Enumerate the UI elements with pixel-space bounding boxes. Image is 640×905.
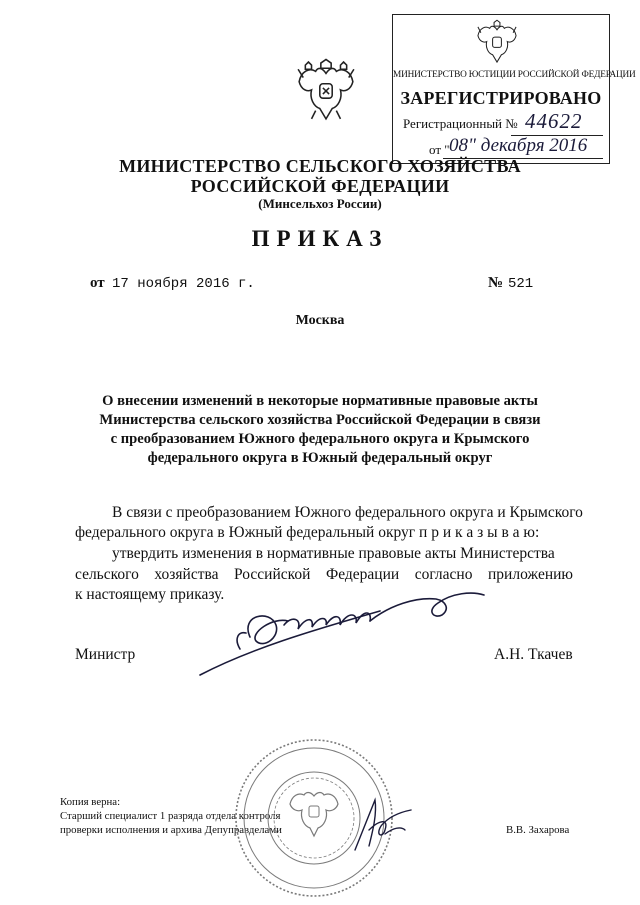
document-type: ПРИКАЗ <box>251 226 389 251</box>
order-date-prefix: от <box>90 275 105 291</box>
body-text-line: утвердить изменения в нормативные правовые акты Министерства <box>112 545 555 562</box>
order-number: 521 <box>508 276 534 292</box>
coat-of-arms-icon <box>295 58 357 126</box>
stamp-date-value: 08" декабря 2016 <box>449 135 588 156</box>
order-date: 17 ноября 2016 г. <box>112 276 255 292</box>
registration-stamp <box>392 14 636 164</box>
order-number-sign: № <box>488 275 504 291</box>
order-title-line: с преобразованием Южного федерального округа и Крымского <box>110 431 530 447</box>
order-city: Москва <box>295 313 345 328</box>
body-text-line: к настоящему приказу. <box>75 586 225 603</box>
minister-title: Министр <box>75 646 136 663</box>
copy-certification-line: Старший специалист 1 разряда отдела контроля <box>60 810 281 822</box>
certifier-signature-icon <box>345 790 420 860</box>
body-text-line: сельского хозяйства Российской Федерации согласно приложению <box>75 566 573 583</box>
ministry-short-name: (Минсельхоз России) <box>258 196 382 211</box>
body-text-line: В связи с преобразованием Южного федерального округа и Крымского <box>112 504 583 521</box>
minister-name: А.Н. Ткачев <box>494 646 573 663</box>
order-title-line: Министерства сельского хозяйства Российской Федерации в связи <box>99 412 541 428</box>
stamp-date-label: от " <box>429 142 450 157</box>
stamp-emblem-icon <box>475 19 519 67</box>
copy-certifier-name: В.В. Захарова <box>506 824 570 836</box>
body-text-line: федерального округа в Южный федеральный округ п р и к а з ы в а ю: <box>75 524 540 541</box>
stamp-regnum-value: 44622 <box>525 109 583 133</box>
stamp-ministry: МИНИСТЕРСТВО ЮСТИЦИИ РОССИЙСКОЙ ФЕДЕРАЦИИ <box>393 70 636 80</box>
minister-signature-icon <box>180 575 510 685</box>
ministry-name-line1: МИНИСТЕРСТВО СЕЛЬСКОГО ХОЗЯЙСТВА <box>119 156 521 176</box>
copy-certification-line: проверки исполнения и архива Депуправделами <box>60 824 282 836</box>
ministry-name-line2: РОССИЙСКОЙ ФЕДЕРАЦИИ <box>190 176 450 196</box>
copy-certification-line: Копия верна: <box>60 796 121 808</box>
stamp-registered: ЗАРЕГИСТРИРОВАНО <box>400 88 602 108</box>
order-title-line: О внесении изменений в некоторые нормативные правовые акты <box>102 393 538 409</box>
order-title-line: федерального округа в Южный федеральный округ <box>147 450 493 466</box>
stamp-regnum-label: Регистрационный № <box>403 116 518 131</box>
